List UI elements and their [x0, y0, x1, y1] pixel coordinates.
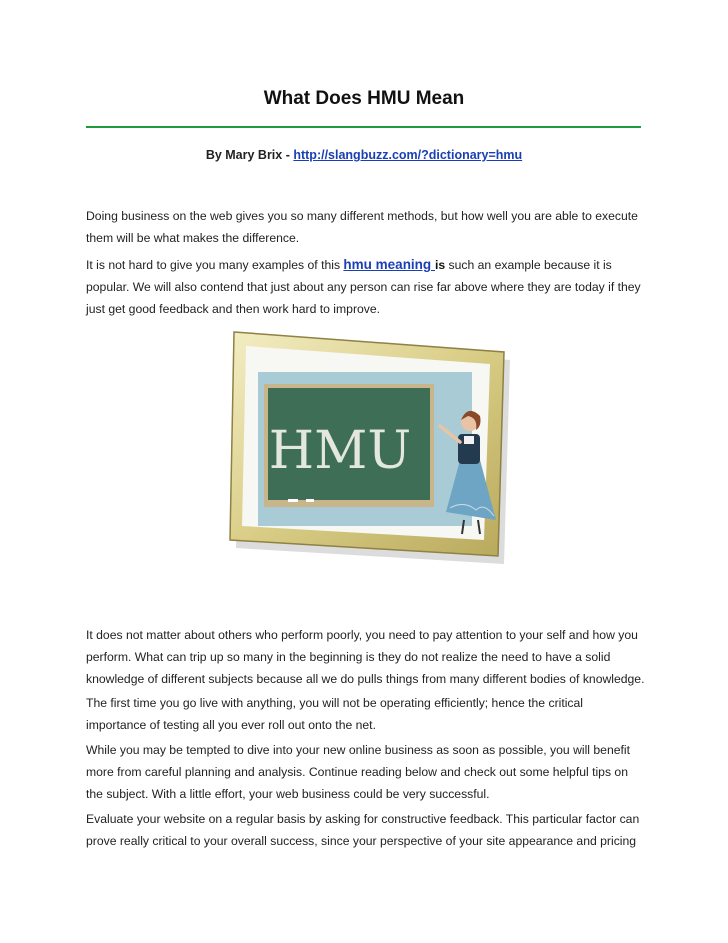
paragraph-3: It does not matter about others who perform poorly, you need to pay attention to your self and how you perform. What can trip up so many in the beginning is they do not realize the need to have a solid knowledge of different subjects because all we do pulls things from many different bodies of knowledge.	[86, 628, 645, 686]
paragraph-2	[86, 254, 646, 320]
paragraph-2-start: It is not hard to give you many examples of this	[86, 258, 344, 272]
title-divider	[86, 126, 641, 128]
chalk-hmu-text: HMU	[268, 421, 412, 481]
byline-author: By Mary Brix -	[205, 148, 294, 162]
paragraph-4: The first time you go live with anything, you will not be operating efficiently; hence the critical importance of testing all you ever roll out onto the net.	[86, 696, 584, 732]
paragraph-5: While you may be tempted to dive into your new online business as soon as possible, you will benefit more from careful planning and analysis. Continue reading below and check out some helpful tips on the subject. With a little effort, your web business could be very successful.	[86, 743, 630, 801]
source-link[interactable]: http://slangbuzz.com/?dictionary=hmu	[293, 148, 523, 162]
page-title: What Does HMU Mean	[263, 88, 465, 109]
hmu-chalkboard-image	[228, 330, 512, 566]
paragraph-1: Doing business on the web gives you so many different methods, but how well you are able to execute them will be what makes the difference.	[86, 209, 638, 245]
paragraph-2-bold: is	[434, 258, 446, 272]
paragraph-6: Evaluate your website on a regular basis by asking for constructive feedback. This particular factor can prove really critical to your overall success, since your perspective of your site appearance and pricing	[86, 812, 640, 848]
byline	[0, 148, 728, 162]
paragraph-2-rest: such an example because it is popular. We will also contend that just about any person can rise far above where they are today if they just get good feedback and then work hard to improve.	[86, 258, 641, 316]
hmu-meaning-link[interactable]: hmu meaning	[343, 257, 435, 272]
